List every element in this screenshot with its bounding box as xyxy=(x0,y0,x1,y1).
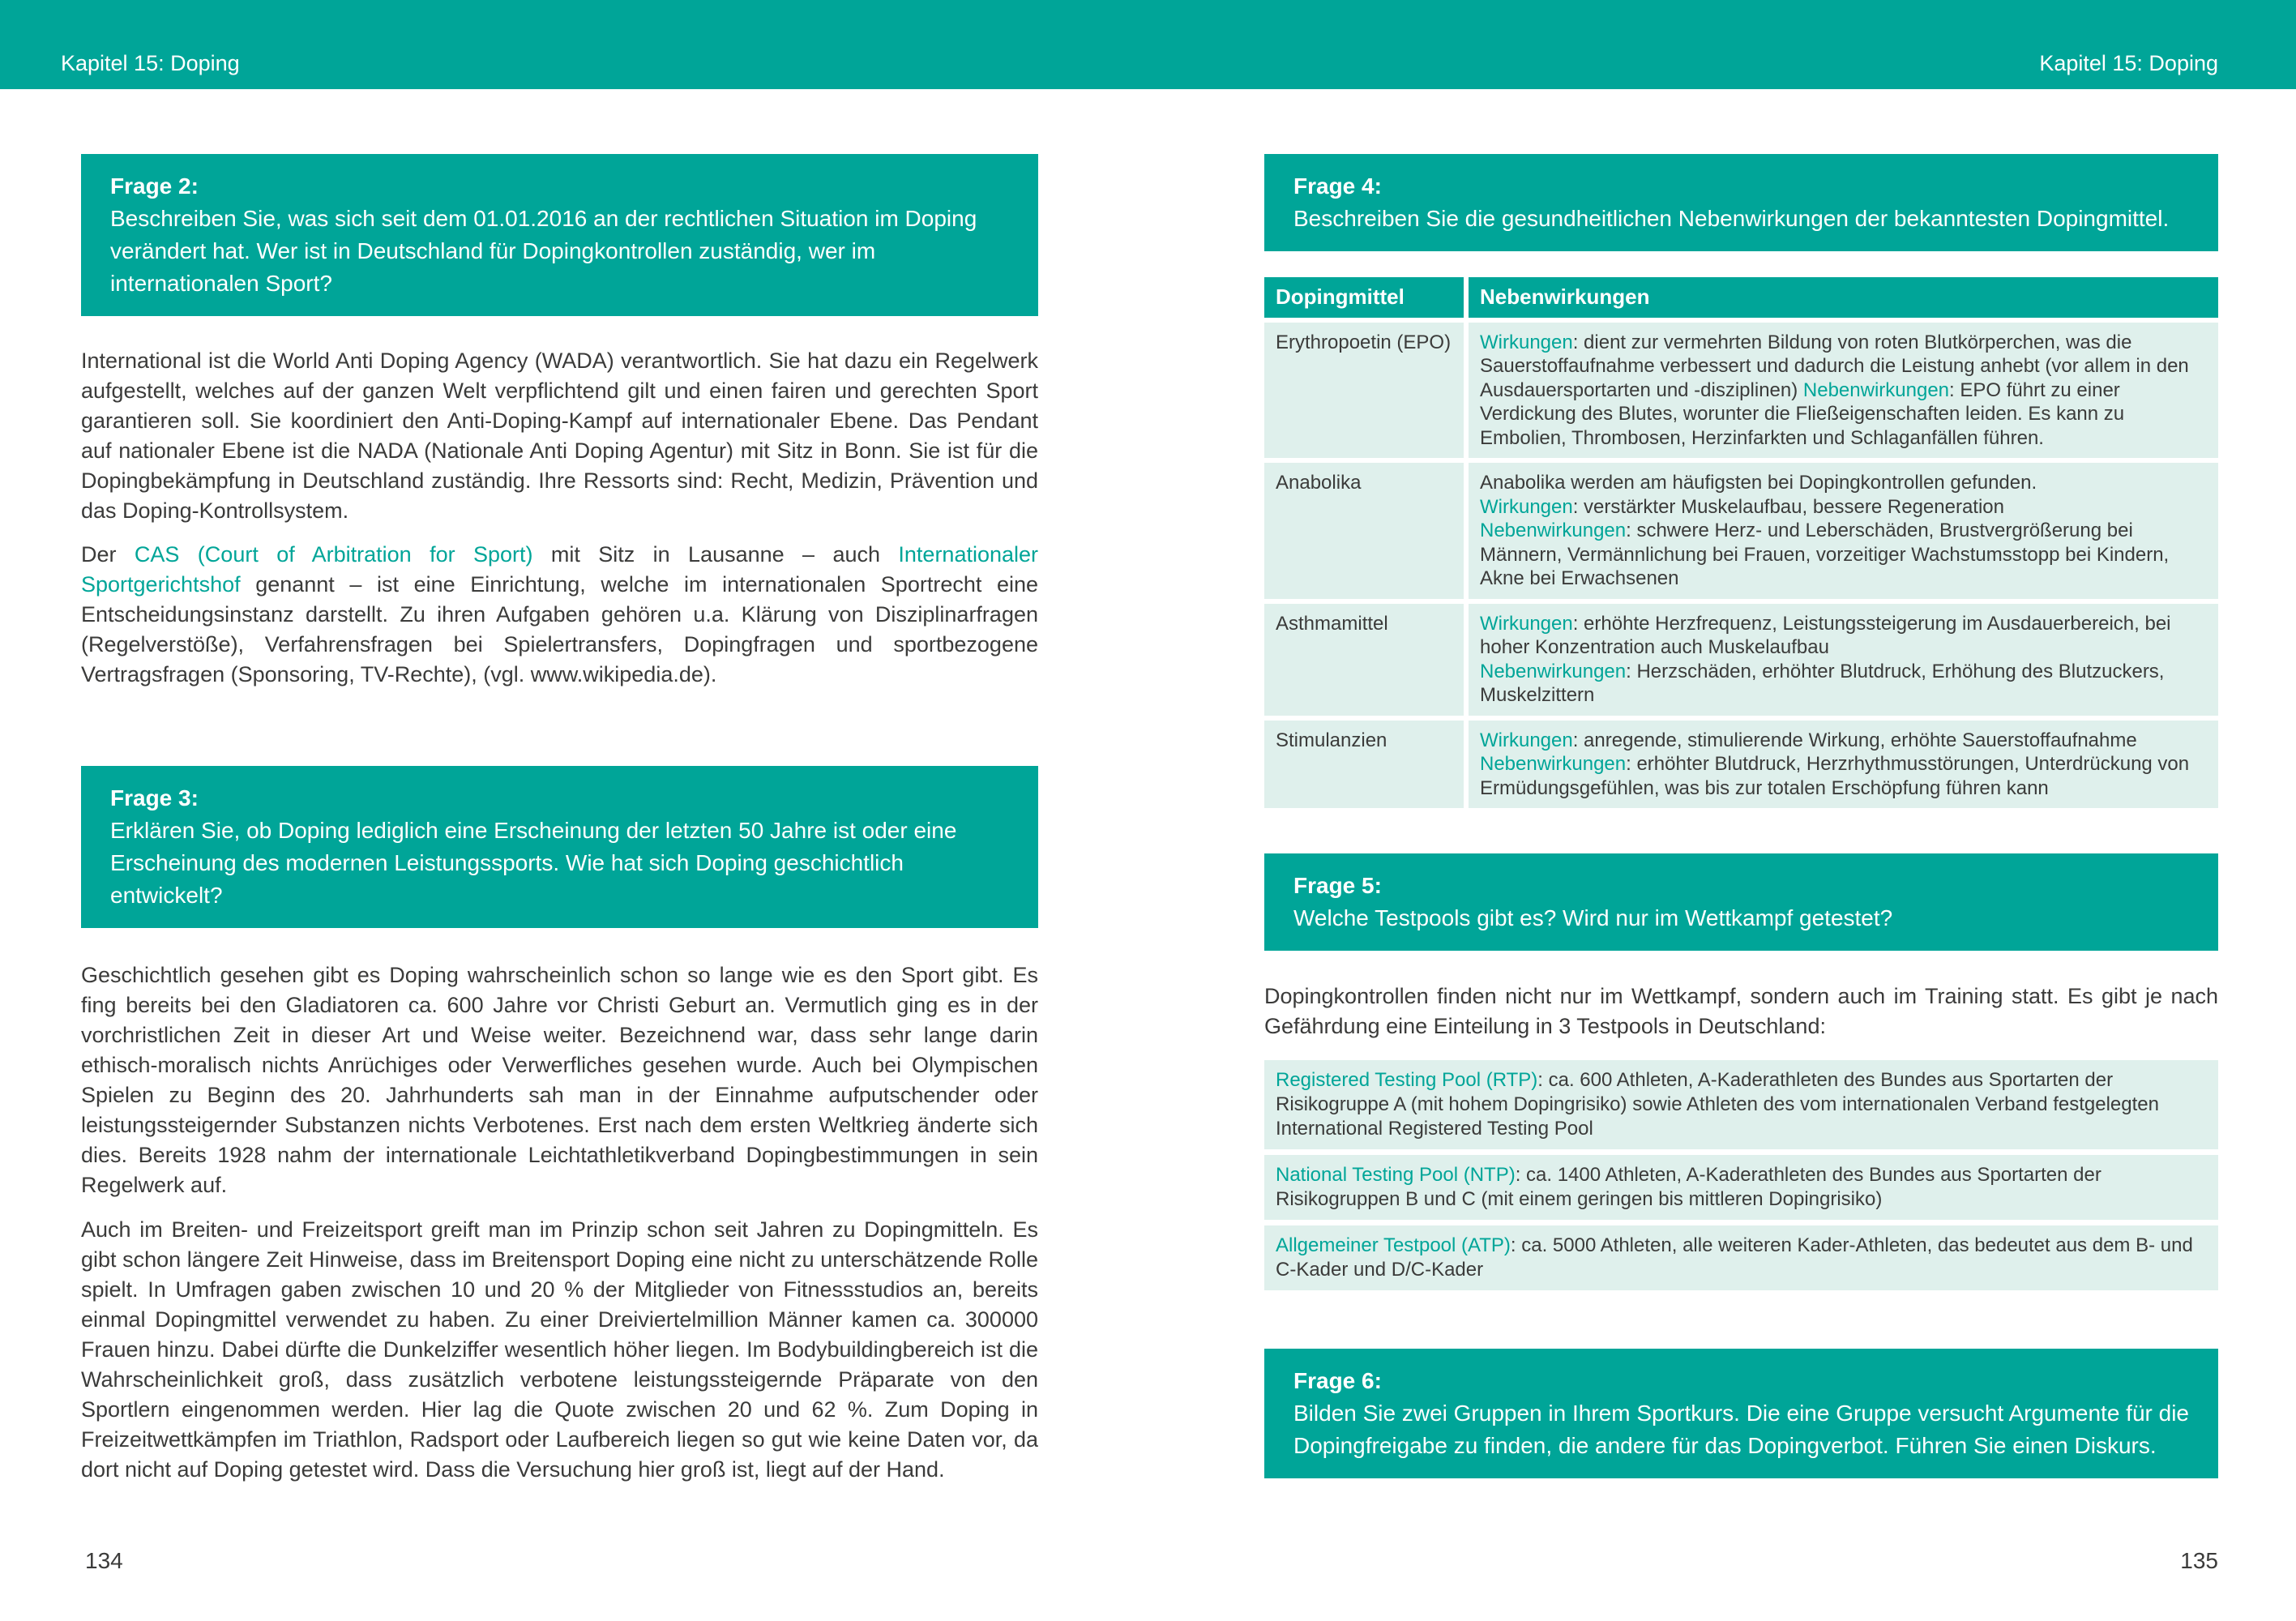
page-number-right: 135 xyxy=(2180,1548,2218,1573)
page-number-left: 134 xyxy=(85,1548,123,1573)
text-segment: Anabolika werden am häufigsten bei Dopingkontrollen gefunden. xyxy=(1480,472,2037,494)
frage4-title: Frage 4: xyxy=(1293,173,1382,199)
frage2-title: Frage 2: xyxy=(110,173,199,199)
testpool-description: : ca. 5000 Athleten, alle weiteren Kader-Athleten, das bedeutet aus dem B- und C-Kader und D/C-Kader xyxy=(1276,1234,2193,1281)
frage3-title: Frage 3: xyxy=(110,785,199,810)
left-page-column xyxy=(81,89,1038,1485)
table-row xyxy=(1264,463,2218,599)
chapter-header-left: Kapitel 15: Doping xyxy=(61,51,240,75)
frage3-box xyxy=(81,766,1038,928)
testpool-name: National Testing Pool (NTP) xyxy=(1276,1164,1516,1186)
paragraph-testpools-intro: Dopingkontrollen finden nicht nur im Wettkampf, sondern auch im Training statt. Es gibt je nach Gefährdung eine Einteilung in 3 Testpools in Deutschland: xyxy=(1264,984,2218,1038)
paragraph-doping-geschichte: Geschichtlich gesehen gibt es Doping wahrscheinlich schon so lange wie es den Sport gibt. Es fing bereits bei den Gladiatoren ca. 600 Jahre vor Christi Geburt an. Vermutlich ging es in der vorchristlichen Zeit in dieser Art und Weise weiter. Bezeichnend war, dass sehr lange darin ethisch-moralisch nichts Anrüchiges oder Verwerfliches gesehen wurde. Auch bei Olympischen Spielen zu Beginn des 20. Jahrhunderts sah man in der Einnahme aufputschender oder leistungssteigernder Substanzen nichts Verbotenes. Erst nach dem ersten Weltkrieg änderte sich dies. Bereits 1928 nahm der internationale Leichtathletikverband Dopingbestimmungen in sein Regelwerk auf. xyxy=(81,963,1038,1197)
table-cell-dopingmittel: Asthmamittel xyxy=(1264,604,1464,716)
table-cell-nebenwirkungen xyxy=(1469,323,2218,459)
frage4-box xyxy=(1264,154,2218,251)
frage2-text: Beschreiben Sie, was sich seit dem 01.01.2016 an der rechtlichen Situation im Doping verändert hat. Wer ist in Deutschland für Dopingkontrollen zuständig, wer im internationalen Sport? xyxy=(110,206,977,296)
teal-term: Wirkungen xyxy=(1480,729,1573,751)
table-cell-dopingmittel: Stimulanzien xyxy=(1264,721,1464,809)
frage2-box xyxy=(81,154,1038,316)
paragraph-cas xyxy=(81,540,1038,690)
table-cell-dopingmittel: Anabolika xyxy=(1264,463,1464,599)
text-segment: Der xyxy=(81,542,135,567)
table-row xyxy=(1264,721,2218,809)
text-segment: : anregende, stimulierende Wirkung, erhöhte Sauerstoffaufnahme xyxy=(1572,729,2137,751)
text-segment: : schwere Herz- und Leberschäden, Brustvergrößerung bei Männern, Vermännlichung bei Frauen, vorzeitiger Wachstumsstopp bei Kindern, Akne bei Erwachsenen xyxy=(1480,520,2170,589)
frage3-text: Erklären Sie, ob Doping lediglich eine Erscheinung der letzten 50 Jahre ist oder eine Erscheinung des modernen Leistungssports. Wie hat sich Doping geschichtlich entwickelt? xyxy=(110,818,957,908)
text-segment: : Herzschäden, erhöhter Blutdruck, Erhöhung des Blutzuckers, Muskelzittern xyxy=(1480,660,2165,706)
frage5-box xyxy=(1264,853,2218,951)
dopingmittel-table-head xyxy=(1264,277,2218,318)
text-segment: : verstärkter Muskelaufbau, bessere Regeneration xyxy=(1572,495,2004,518)
teal-term: Wirkungen xyxy=(1480,612,1573,635)
teal-term: Internationaler Sportgerichtshof xyxy=(81,542,1039,597)
testpool-list xyxy=(1264,1060,2218,1290)
testpool-description: : ca. 600 Athleten, A-Kaderathleten des Bundes aus Sportarten der Risikogruppe A (mit hohem Dopingrisiko) sowie Athleten des vom internationalen Verband festgelegten International Registered Testing Pool xyxy=(1276,1069,2159,1140)
teal-term: Nebenwirkungen xyxy=(1802,379,1950,401)
teal-term: Nebenwirkungen xyxy=(1480,753,1627,775)
table-row xyxy=(1264,604,2218,716)
text-segment: : dient zur vermehrten Bildung von roten Blutkörperchen, was die Sauerstoffaufnahme verbessert und dadurch die Leistung anhebt (vor allem in den Ausdauersportarten und -disziplinen) xyxy=(1480,331,2189,401)
frage4-text: Beschreiben Sie die gesundheitlichen Nebenwirkungen der bekanntesten Dopingmittel. xyxy=(1293,206,2170,231)
chapter-header-right: Kapitel 15: Doping xyxy=(2039,51,2218,75)
frage5-title: Frage 5: xyxy=(1293,873,1382,898)
table-header-nebenwirkungen: Nebenwirkungen xyxy=(1469,277,2218,318)
teal-term: Wirkungen xyxy=(1480,331,1573,353)
table-cell-nebenwirkungen xyxy=(1469,463,2218,599)
teal-term: CAS (Court of Arbitration for Sport) xyxy=(134,542,533,567)
text-segment: genannt – ist eine Einrichtung, welche im internationalen Sportrecht eine Entscheidungsinstanz darstellt. Zu ihren Aufgaben gehören u.a. Klärung von Disziplinarfragen (Regelverstöße), Verfahrensfragen bei Spielertransfers, Dopingfragen und sportbezogene Vertragsfragen (Sponsoring, TV-Rechte), (vgl. www.wikipedia.de). xyxy=(81,572,1038,686)
teal-term: Nebenwirkungen xyxy=(1480,520,1627,541)
frage6-text: Bilden Sie zwei Gruppen in Ihrem Sportkurs. Die eine Gruppe versucht Argumente für die Dopingfreigabe zu finden, die andere für das Dopingverbot. Führen Sie einen Diskurs. xyxy=(1293,1401,2190,1458)
dopingmittel-table-body xyxy=(1264,323,2218,809)
testpool-name: Registered Testing Pool (RTP) xyxy=(1276,1069,1538,1091)
table-cell-nebenwirkungen xyxy=(1469,604,2218,716)
text-segment: : erhöhter Blutdruck, Herzrhythmusstörungen, Unterdrückung von Ermüdungsgefühlen, was bis zur totalen Erschöpfung führen kann xyxy=(1480,753,2190,799)
testpool-description: : ca. 1400 Athleten, A-Kaderathleten des Bundes aus Sportarten der Risikogruppen B und C (mit einem geringen bis mittleren Dopingrisiko) xyxy=(1276,1164,2101,1210)
frage6-box xyxy=(1264,1349,2218,1478)
frage6-title: Frage 6: xyxy=(1293,1368,1382,1393)
chapter-header-band xyxy=(0,0,2296,89)
table-header-dopingmittel: Dopingmittel xyxy=(1264,277,1464,318)
testpool-name: Allgemeiner Testpool (ATP) xyxy=(1276,1234,1511,1256)
teal-term: Wirkungen xyxy=(1480,495,1573,518)
text-segment: mit Sitz in Lausanne – auch xyxy=(532,542,899,567)
table-cell-dopingmittel: Erythropoetin (EPO) xyxy=(1264,323,1464,459)
testpool-item xyxy=(1264,1155,2218,1220)
right-page-column xyxy=(1264,89,2218,1478)
table-row xyxy=(1264,323,2218,459)
dopingmittel-table xyxy=(1259,272,2223,813)
text-segment: : erhöhte Herzfrequenz, Leistungssteigerung im Ausdauerbereich, bei hoher Konzentration auch Muskelaufbau xyxy=(1480,612,2171,658)
table-header-row xyxy=(1264,277,2218,318)
paragraph-breitensport: Auch im Breiten- und Freizeitsport greift man im Prinzip schon seit Jahren zu Dopingmitteln. Es gibt schon längere Zeit Hinweise, dass im Breitensport Doping eine nicht zu unterschätzende Rolle spielt. In Umfragen gaben zwischen 10 und 20 % der Mitglieder von Fitnessstudios an, bereits einmal Dopingmittel verwendet zu haben. Zu einer Dreiviertelmillion Männer kamen ca. 300000 Frauen hinzu. Dabei dürfte die Dunkelziffer wesentlich höher liegen. Im Bodybuildingbereich ist die Wahrscheinlichkeit groß, dass zusätzlich verbotene leistungssteigernde Präparate von den Sportlern eingenommen werden. Hier lag die Quote zwischen 20 und 62 %. Zum Doping in Freizeitwettkämpfen im Triathlon, Radsport oder Laufbereich liegen so gut wie keine Daten vor, da dort nicht auf Doping getestet wird. Dass die Versuchung hier groß ist, liegt auf der Hand. xyxy=(81,1217,1038,1482)
testpool-item xyxy=(1264,1060,2218,1149)
paragraph-wada-nada: International ist die World Anti Doping Agency (WADA) verantwortlich. Sie hat dazu ein Regelwerk aufgestellt, welches auf der ganzen Welt verpflichtend gilt und einen fairen und gerechten Sport garantieren soll. Sie koordiniert den Anti-Doping-Kampf auf internationaler Ebene. Das Pendant auf nationaler Ebene ist die NADA (Nationale Anti Doping Agentur) mit Sitz in Bonn. Sie ist für die Dopingbekämpfung in Deutschland zuständig. Ihre Ressorts sind: Recht, Medizin, Prävention und das Doping-Kontrollsystem. xyxy=(81,349,1038,523)
table-cell-nebenwirkungen xyxy=(1469,721,2218,809)
frage5-text: Welche Testpools gibt es? Wird nur im Wettkampf getestet? xyxy=(1293,905,1893,930)
text-segment: : EPO führt zu einer Verdickung des Blutes, worunter die Fließeigenschaften leiden. Es kann zu Embolien, Thrombosen, Herzinfarkten und Schlaganfällen führen. xyxy=(1480,379,2125,449)
testpool-item xyxy=(1264,1225,2218,1290)
teal-term: Nebenwirkungen xyxy=(1480,660,1627,682)
